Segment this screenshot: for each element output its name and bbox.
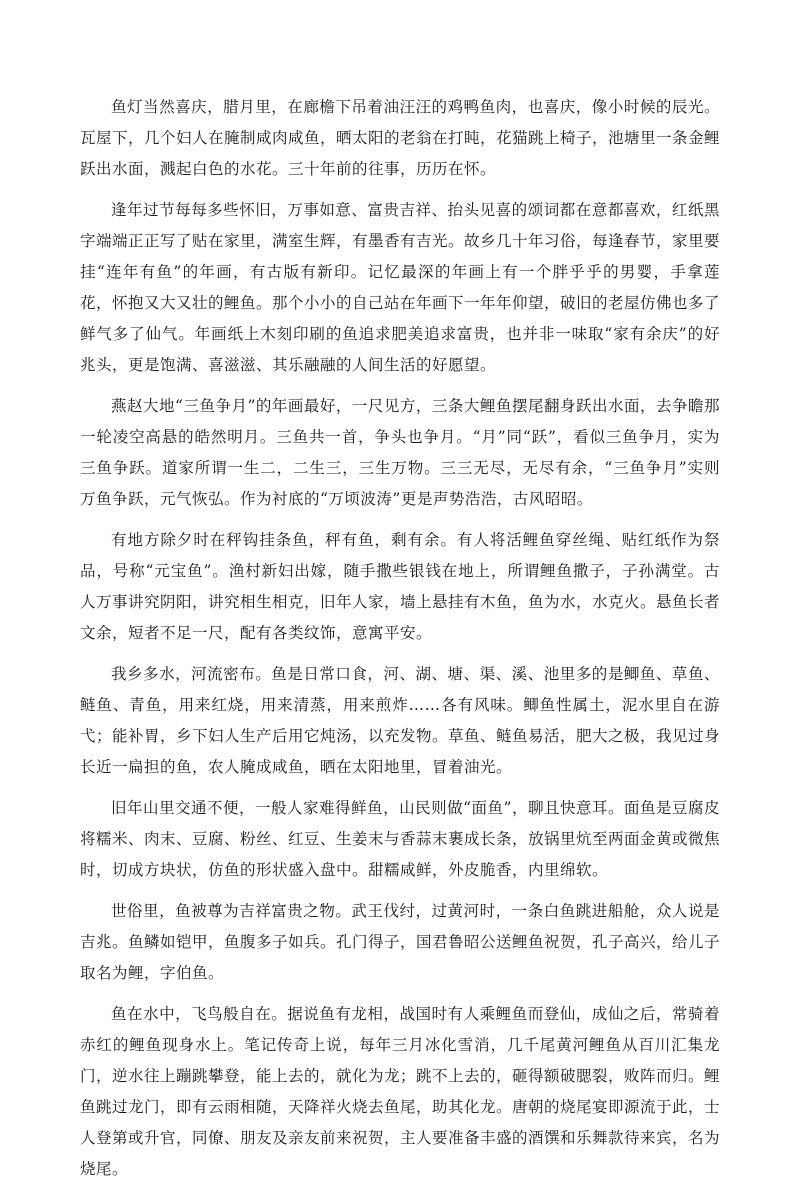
paragraph-6: 旧年山里交通不便，一般人家难得鲜鱼，山民则做“面鱼”，聊且快意耳。面鱼是豆腐皮将糯米、肉末、豆腐、粉丝、红豆、生姜末与香蒜末裹成长条，放锅里炕至两面金黄或微焦时，切成方块状，仿鱼的形状盛入盘中。甜糯咸鲜，外皮脆香，内里绵软。 xyxy=(80,799,721,879)
article-body xyxy=(80,92,720,1195)
paragraph-8: 鱼在水中，飞鸟般自在。据说鱼有龙相，战国时有人乘鲤鱼而登仙，成仙之后，常骑着赤红的鲤鱼现身水上。笔记传奇上说，每年三月冰化雪消，几千尾黄河鲤鱼从百川汇集龙门，逆水往上蹦跳攀登，能上去的，就化为龙；跳不上去的，砸得额破腮裂，败阵而归。鲤鱼跳过龙门，即有云雨相随，天降祥火烧去鱼尾，助其化龙。唐朝的烧尾宴即源流于此，士人登第或升官，同僚、朋友及亲友前来祝贺，主人要准备丰盛的酒馔和乐舞款待来宾，名为烧尾。 xyxy=(80,1005,721,1178)
paragraph-3: 燕赵大地“三鱼争月”的年画最好，一尺见方，三条大鲤鱼摆尾翻身跃出水面，去争瞻那一轮凌空高悬的皓然明月。三鱼共一首，争头也争月。“月”同“跃”，看似三鱼争月，实为三鱼争跃。道家所谓一生二，二生三，三生万物。三三无尽，无尽有余，“三鱼争月”实则万鱼争跃，元气恢弘。作为衬底的“万顷波涛”更是声势浩浩，古风昭昭。 xyxy=(80,397,720,508)
paragraph-2: 逢年过节每每多些怀旧，万事如意、富贵吉祥、抬头见喜的颂词都在意都喜欢，红纸黑字端端正正写了贴在家里，满室生辉，有墨香有吉光。故乡几十年习俗，每逢春节，家里要挂“连年有鱼”的年画，有古版有新印。记忆最深的年画上有一个胖乎乎的男婴，手拿莲花，怀抱又大又壮的鲤鱼。那个小小的自己站在年画下一年年仰望，破旧的老屋仿佛也多了鲜气多了仙气。年画纸上木刻印刷的鱼追求肥美追求富贵，也并非一味取“家有余庆”的好兆头，更是饱满、喜滋滋、其乐融融的人间生活的好愿望。 xyxy=(80,201,721,374)
paragraph-4: 有地方除夕时在秤钩挂条鱼，秤有鱼，剩有余。有人将活鲤鱼穿丝绳、贴红纸作为祭品，号称“元宝鱼”。渔村新妇出嫁，随手撒些银钱在地上，所谓鲤鱼撒子，子孙满堂。古人万事讲究阴阳，讲究相生相克，旧年人家，墙上悬挂有木鱼，鱼为水，水克火。悬鱼长者文余，短者不足一尺，配有各类纹饰，意寓平安。 xyxy=(80,531,721,642)
paragraph-7: 世俗里，鱼被尊为吉祥富贵之物。武王伐纣，过黄河时，一条白鱼跳进船舱，众人说是吉兆。鱼鳞如铠甲，鱼腹多子如兵。孔门得子，国君鲁昭公送鲤鱼祝贺，孔子高兴，给儿子取名为鲤，字伯鱼。 xyxy=(80,902,721,982)
paragraph-5: 我乡多水，河流密布。鱼是日常口食，河、湖、塘、渠、溪、池里多的是鲫鱼、草鱼、鲢鱼、青鱼，用来红烧，用来清蒸，用来煎炸……各有风味。鲫鱼性属土，泥水里自在游弋；能补胃，乡下妇人生产后用它炖汤，以充发物。草鱼、鲢鱼易活，肥大之极，我见过身长近一扁担的鱼，农人腌成咸鱼，晒在太阳地里，冒着油光。 xyxy=(80,665,721,776)
paragraph-1: 鱼灯当然喜庆，腊月里，在廊檐下吊着油汪汪的鸡鸭鱼肉，也喜庆，像小时候的辰光。瓦屋下，几个妇人在腌制咸肉咸鱼，晒太阳的老翁在打盹，花猫跳上椅子，池塘里一条金鲤跃出水面，溅起白色的水花。三十年前的往事，历历在怀。 xyxy=(80,98,721,178)
